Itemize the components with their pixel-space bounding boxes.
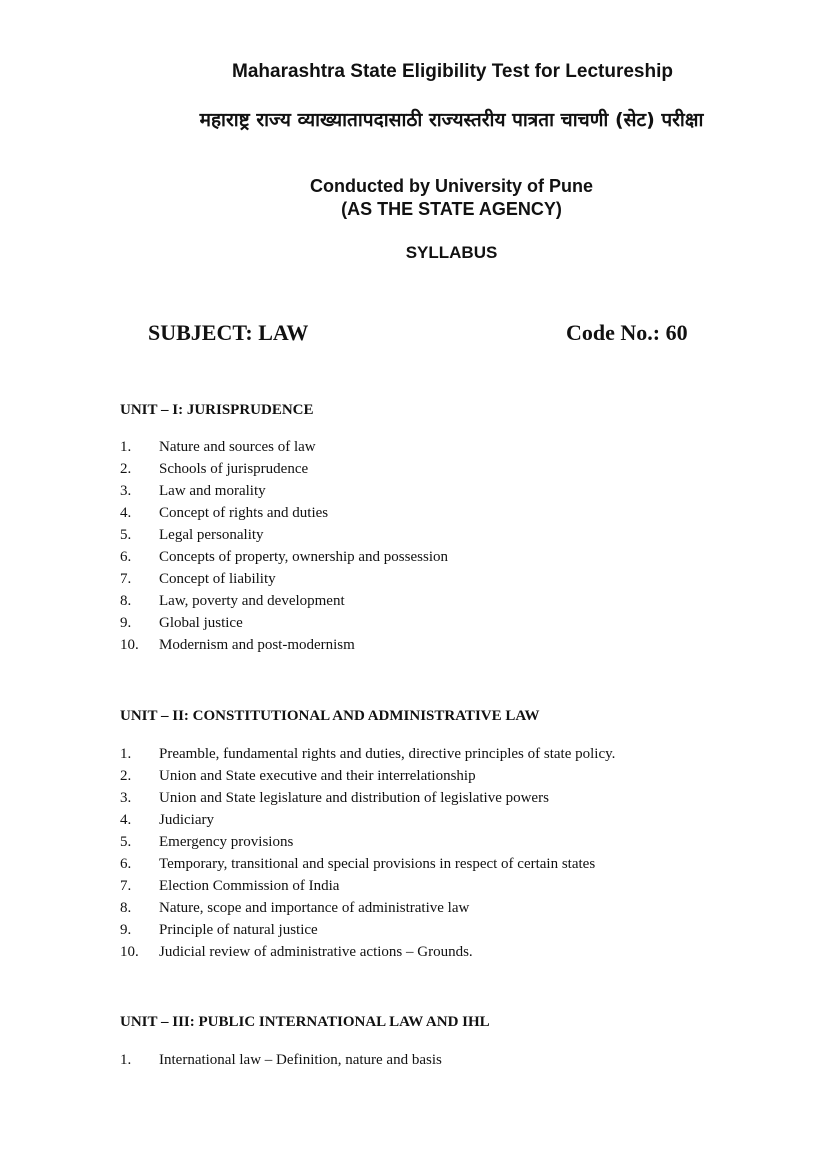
list-item: 8. Nature, scope and importance of administrative law bbox=[120, 900, 470, 916]
list-item: 1. International law – Definition, nature and basis bbox=[120, 1052, 442, 1068]
list-item: 4. Concept of rights and duties bbox=[120, 505, 329, 521]
list-item: 6. Concepts of property, ownership and possession bbox=[120, 549, 448, 565]
list-item: 7. Election Commission of India bbox=[120, 878, 340, 894]
list-item: 9. Principle of natural justice bbox=[120, 922, 318, 938]
unit-topic-list bbox=[120, 436, 448, 656]
list-item: 3. Union and State legislature and distribution of legislative powers bbox=[120, 790, 549, 806]
list-item: 8. Law, poverty and development bbox=[120, 593, 345, 609]
document-title-marathi: महाराष्ट्र राज्य व्याख्यातापदासाठी राज्यस्तरीय पात्रता चाचणी (सेट) परीक्षा bbox=[199, 109, 704, 131]
document-title: Maharashtra State Eligibility Test for Lectureship bbox=[232, 61, 673, 82]
list-item: 2. Union and State executive and their interrelationship bbox=[120, 768, 476, 784]
unit-heading: UNIT – III: PUBLIC INTERNATIONAL LAW AND IHL bbox=[120, 1014, 490, 1030]
list-item: 1. Nature and sources of law bbox=[120, 439, 316, 455]
unit-heading: UNIT – II: CONSTITUTIONAL AND ADMINISTRATIVE LAW bbox=[120, 708, 540, 724]
subject-code: Code No.: 60 bbox=[566, 320, 688, 345]
list-item: 7. Concept of liability bbox=[120, 571, 276, 587]
conducted-by-line: Conducted by University of Pune bbox=[309, 176, 594, 196]
list-item: 4. Judiciary bbox=[120, 812, 214, 828]
syllabus-heading: SYLLABUS bbox=[405, 243, 498, 262]
conducting-body bbox=[0, 175, 827, 221]
unit-topic-list bbox=[120, 743, 615, 963]
list-item: 10. Judicial review of administrative actions – Grounds. bbox=[120, 944, 473, 960]
list-item: 3. Law and morality bbox=[120, 483, 266, 499]
unit-topic-list bbox=[120, 1049, 442, 1071]
unit-heading: UNIT – I: JURISPRUDENCE bbox=[120, 402, 314, 418]
list-item: 9. Global justice bbox=[120, 615, 243, 631]
list-item: 5. Emergency provisions bbox=[120, 834, 294, 850]
list-item: 2. Schools of jurisprudence bbox=[120, 461, 309, 477]
list-item: 5. Legal personality bbox=[120, 527, 264, 543]
subject-label: SUBJECT: LAW bbox=[148, 320, 309, 345]
agency-line: (AS THE STATE AGENCY) bbox=[341, 199, 562, 219]
list-item: 1. Preamble, fundamental rights and duties, directive principles of state policy. bbox=[120, 746, 616, 762]
list-item: 6. Temporary, transitional and special provisions in respect of certain states bbox=[120, 856, 596, 872]
list-item: 10. Modernism and post-modernism bbox=[120, 637, 355, 653]
